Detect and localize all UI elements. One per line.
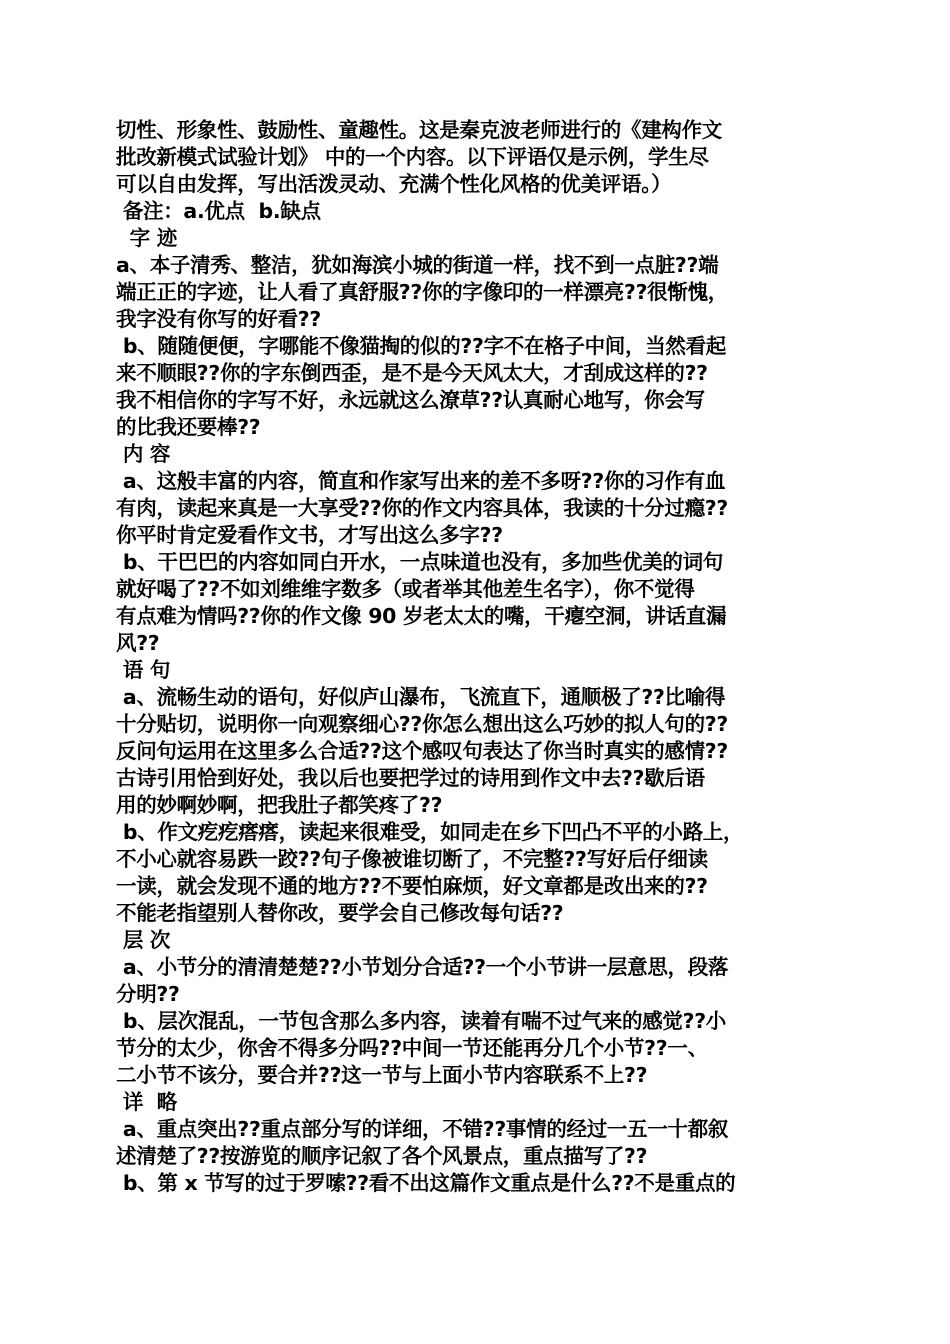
text-line: 你平时肯定爱看作文书，才写出这么多字??: [116, 523, 503, 547]
text-line: 内 容: [116, 442, 171, 466]
text-line: 反问句运用在这里多么合适??这个感叹句表达了你当时真实的感情??: [116, 739, 728, 763]
text-line: a、本子清秀、整洁，犹如海滨小城的街道一样，找不到一点脏??端: [116, 253, 719, 277]
text-line: 不能老指望别人替你改，要学会自己修改每句话??: [116, 901, 564, 925]
text-line: 来不顺眼??你的字东倒西歪，是不是今天风太大，才刮成这样的??: [116, 361, 708, 385]
text-line: 有点难为情吗??你的作文像 90 岁老太太的嘴，干瘪空洞，讲话直漏: [116, 604, 727, 628]
text-line: 述清楚了??按游览的顺序记叙了各个风景点，重点描写了??: [116, 1144, 648, 1168]
text-line: 有肉，读起来真是一大享受??你的作文内容具体，我读的十分过瘾??: [116, 496, 728, 520]
text-line: 我不相信你的字写不好，永远就这么潦草??认真耐心地写，你会写: [116, 388, 705, 412]
text-line: a、流畅生动的语句，好似庐山瀑布，飞流直下，通顺极了??比喻得: [116, 685, 726, 709]
text-line: 不小心就容易跌一跤??句子像被谁切断了，不完整??写好后仔细读: [116, 847, 708, 871]
text-line: 详 略: [116, 1090, 177, 1114]
text-line: 就好喝了??不如刘维维字数多（或者举其他差生名字），你不觉得: [116, 577, 695, 601]
text-line: 用的妙啊妙啊，把我肚子都笑疼了??: [116, 793, 443, 817]
text-line: 风??: [116, 631, 160, 655]
text-line: 语 句: [116, 658, 171, 682]
text-line: b、干巴巴的内容如同白开水，一点味道也没有，多加些优美的词句: [116, 550, 724, 574]
text-line: b、作文疙疙瘩瘩，读起来很难受，如同走在乡下凹凸不平的小路上，: [116, 820, 744, 844]
text-line: a、这般丰富的内容，简直和作家写出来的差不多呀??你的习作有血: [116, 469, 726, 493]
text-line: 字 迹: [116, 226, 177, 250]
text-line: b、层次混乱，一节包含那么多内容，读着有喘不过气来的感觉??小: [116, 1009, 726, 1033]
text-line: 的比我还要棒??: [116, 415, 261, 439]
text-line: 可以自由发挥，写出活泼灵动、充满个性化风格的优美评语。）: [116, 172, 672, 196]
text-line: 切性、形象性、鼓励性、童趣性。这是秦克波老师进行的《建构作文: [116, 118, 722, 142]
text-line: b、随随便便，字哪能不像猫掏的似的??字不在格子中间，当然看起: [116, 334, 726, 358]
text-line: 端正正的字迹，让人看了真舒服??你的字像印的一样漂亮??很惭愧，: [116, 280, 728, 304]
text-line: 我字没有你写的好看??: [116, 307, 321, 331]
text-line: 层 次: [116, 928, 171, 952]
text-line: 备注：a.优点 b.缺点: [116, 199, 321, 223]
text-line: 分明??: [116, 982, 180, 1006]
text-line: 一读，就会发现不通的地方??不要怕麻烦，好文章都是改出来的??: [116, 874, 708, 898]
text-line: 十分贴切，说明你一向观察细心??你怎么想出这么巧妙的拟人句的??: [116, 712, 728, 736]
text-line: 批改新模式试验计划》 中的一个内容。以下评语仅是示例，学生尽: [116, 145, 709, 169]
document-page: [116, 117, 840, 1197]
text-line: 节分的太少，你舍不得多分吗??中间一节还能再分几个小节??一、: [116, 1036, 708, 1060]
text-line: b、第 x 节写的过于罗嗦??看不出这篇作文重点是什么??不是重点的: [116, 1171, 736, 1195]
text-line: a、重点突出??重点部分写的详细，不错??事情的经过一五一十都叙: [116, 1117, 729, 1141]
text-line: a、小节分的清清楚楚??小节划分合适??一个小节讲一层意思，段落: [116, 955, 729, 979]
text-line: 二小节不该分，要合并??这一节与上面小节内容联系不上??: [116, 1063, 648, 1087]
text-line: 古诗引用恰到好处，我以后也要把学过的诗用到作文中去??歇后语: [116, 766, 705, 790]
